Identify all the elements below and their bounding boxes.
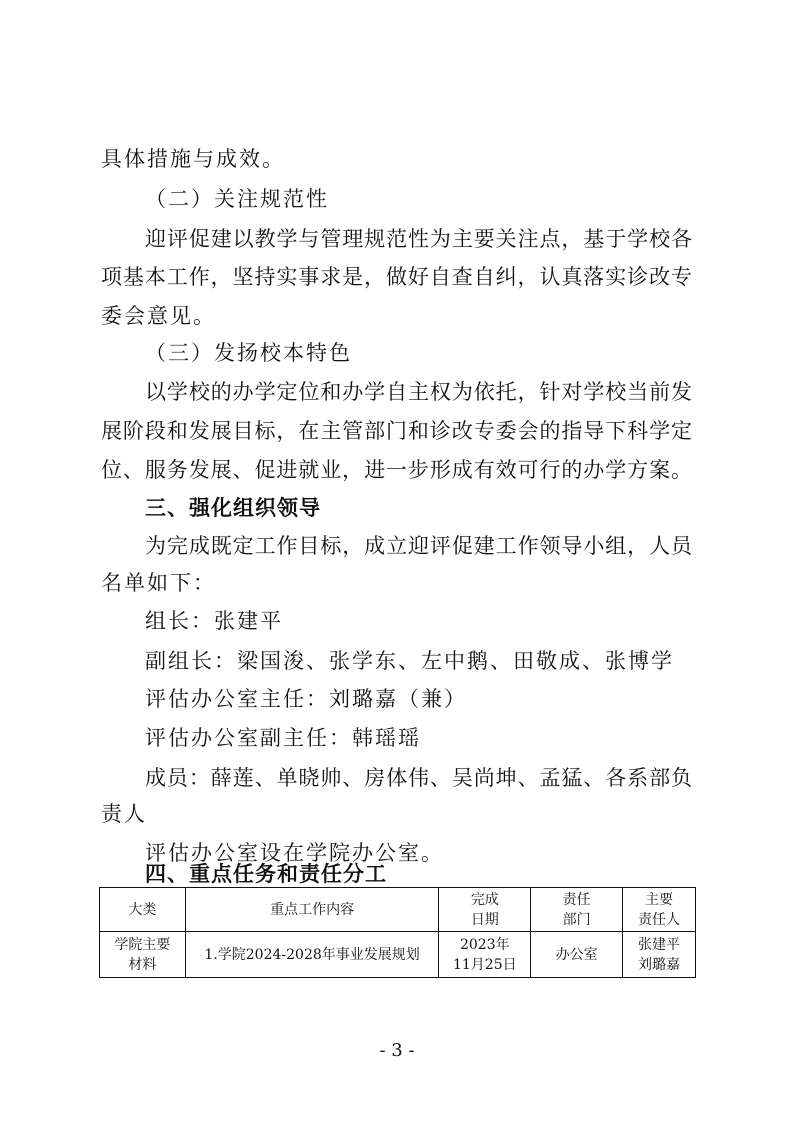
paragraph-line: 迎评促建以教学与管理规范性为主要关注点，基于学校各 (145, 227, 692, 251)
paragraph-line: 评估办公室主任：刘璐嘉（兼） (145, 687, 467, 711)
paragraph-line: 展阶段和发展目标，在主管部门和诊改专委会的指导下科学定 (101, 419, 692, 443)
paragraph-line: 具体措施与成效。 (101, 147, 285, 171)
row-dept: 办公室 (531, 932, 623, 978)
row-category-line1: 学院主要 (114, 936, 171, 953)
table-header-row (100, 888, 696, 932)
paragraph-line: 评估办公室副主任：韩瑶瑶 (145, 726, 421, 750)
header-category: 大类 (100, 888, 186, 932)
paragraph-line: 副组长：梁国浚、张学东、左中鹅、田敬成、张博学 (145, 649, 674, 673)
row-date (439, 932, 531, 978)
paragraph-line: 项基本工作，坚持实事求是，做好自查自纠，认真落实诊改专 (101, 265, 692, 289)
page-number: - 3 - (379, 1040, 415, 1061)
header-content: 重点工作内容 (185, 888, 439, 932)
header-owner (623, 888, 696, 932)
paragraph-line: 为完成既定工作目标，成立迎评促建工作领导小组，人员 (145, 534, 692, 558)
row-category (100, 932, 186, 978)
row-date-line1: 2023年 (459, 936, 510, 953)
paragraph-line: 成员：薛莲、单晓帅、房体伟、吴尚坤、孟猛、各系部负 (145, 766, 692, 790)
row-owner (623, 932, 696, 978)
row-date-line2: 11月25日 (452, 956, 517, 973)
paragraph-line: 名单如下： (101, 571, 216, 595)
section-subheading: （三）发扬校本特色 (145, 341, 352, 365)
task-table (99, 887, 696, 978)
header-dept-line1: 责任 (562, 891, 591, 908)
paragraph-line: 责人 (101, 802, 147, 826)
paragraph-line: 委会意见。 (101, 304, 216, 328)
row-category-line2: 材料 (128, 956, 157, 973)
header-date-line1: 完成 (470, 891, 499, 908)
header-dept-line2: 部门 (562, 911, 591, 928)
row-owner-line1: 张建平 (638, 936, 681, 953)
paragraph-line: 位、服务发展、促进就业，进一步形成有效可行的办学方案。 (101, 458, 692, 482)
header-owner-line1: 主要 (645, 891, 674, 908)
section-subheading: （二）关注规范性 (145, 187, 329, 211)
paragraph-line: 组长：张建平 (145, 609, 283, 633)
header-dept (531, 888, 623, 932)
paragraph-line: 以学校的办学定位和办学自主权为依托，针对学校当前发 (145, 380, 692, 404)
header-date-line2: 日期 (470, 911, 499, 928)
section-heading: 三、强化组织领导 (145, 496, 321, 520)
paragraph-line: 评估办公室设在学院办公室。 (145, 841, 444, 865)
header-date (439, 888, 531, 932)
section-heading: 四、重点任务和责任分工 (145, 862, 387, 886)
row-owner-line2: 刘璐嘉 (638, 956, 681, 973)
row-content: 1.学院2024-2028年事业发展规划 (185, 932, 439, 978)
table-row (100, 932, 696, 978)
header-owner-line2: 责任人 (638, 911, 681, 928)
